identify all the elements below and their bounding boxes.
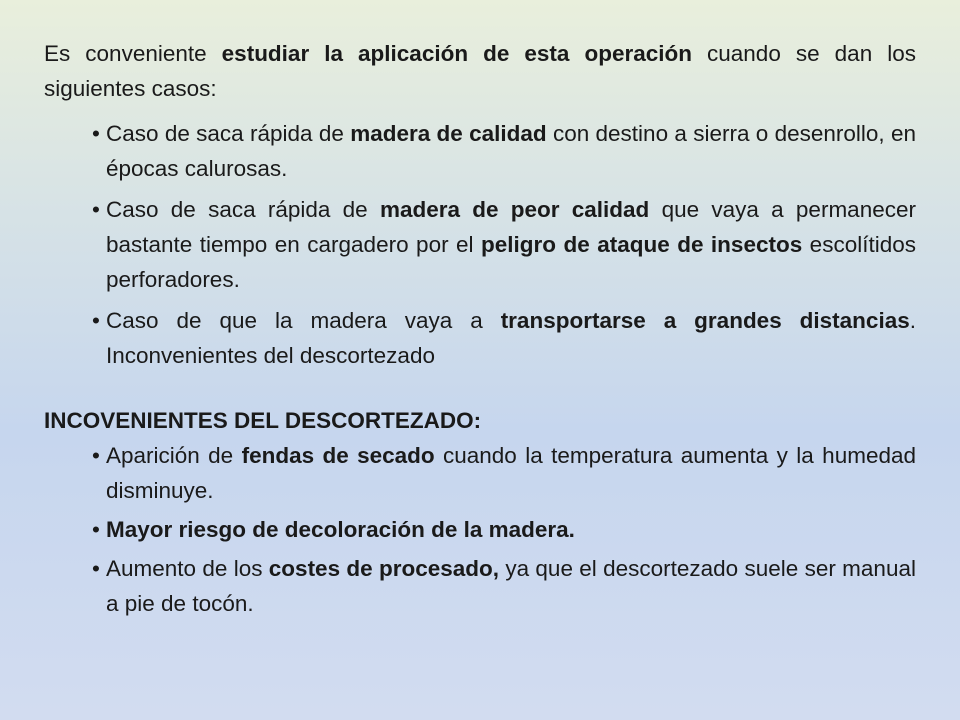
drawback-text: cuando la temperatura aumenta y la humedad disminuye. xyxy=(106,443,917,503)
bullet-icon: • xyxy=(92,308,100,333)
case-emphasis: madera de calidad xyxy=(350,121,547,146)
drawback-item-2 xyxy=(92,512,916,547)
drawback-emphasis: Mayor riesgo de decoloración de la madera. xyxy=(106,517,575,542)
case-item-2 xyxy=(92,192,916,297)
drawback-text: ya que el descortezado suele ser manual a pie de tocón. xyxy=(106,556,916,616)
intro-text: Es conveniente xyxy=(44,41,222,66)
drawback-emphasis: costes de procesado, xyxy=(268,556,500,581)
bullet-icon: • xyxy=(92,121,100,146)
intro-paragraph xyxy=(44,36,916,106)
drawback-text: Aparición de xyxy=(106,443,242,468)
drawback-emphasis: fendas de secado xyxy=(241,443,435,468)
case-text: Caso de que la madera vaya a xyxy=(106,308,501,333)
case-text: que vaya a permanecer bastante tiempo en cargadero por el xyxy=(106,197,916,257)
case-emphasis: peligro de ataque de insectos xyxy=(481,232,803,257)
case-item-3 xyxy=(92,303,916,373)
bullet-icon: • xyxy=(92,443,100,468)
case-text: . Inconvenientes del descortezado xyxy=(106,308,916,368)
case-text: Caso de saca rápida de xyxy=(106,121,351,146)
case-text: con destino a sierra o desenrollo, en épocas calurosas. xyxy=(106,121,916,181)
drawback-item-3 xyxy=(92,551,916,621)
case-item-1 xyxy=(92,116,916,186)
drawback-item-1 xyxy=(92,438,916,508)
bullet-icon: • xyxy=(92,556,100,581)
intro-text-end: cuando se dan los siguientes casos: xyxy=(44,41,916,101)
slide-content xyxy=(44,36,916,625)
section-heading: INCOVENIENTES DEL DESCORTEZADO: xyxy=(44,408,482,433)
case-text: Caso de saca rápida de xyxy=(106,197,380,222)
bullet-icon: • xyxy=(92,517,100,542)
drawback-text: Aumento de los xyxy=(106,556,269,581)
case-emphasis: transportarse a grandes distancias xyxy=(500,308,910,333)
case-text: escolítidos perforadores. xyxy=(106,232,916,292)
bullet-icon: • xyxy=(92,197,100,222)
case-emphasis: madera de peor calidad xyxy=(379,197,650,222)
cases-list xyxy=(92,116,916,373)
drawbacks-list xyxy=(92,438,916,621)
intro-emphasis: estudiar la aplicación de esta operación xyxy=(221,41,692,66)
